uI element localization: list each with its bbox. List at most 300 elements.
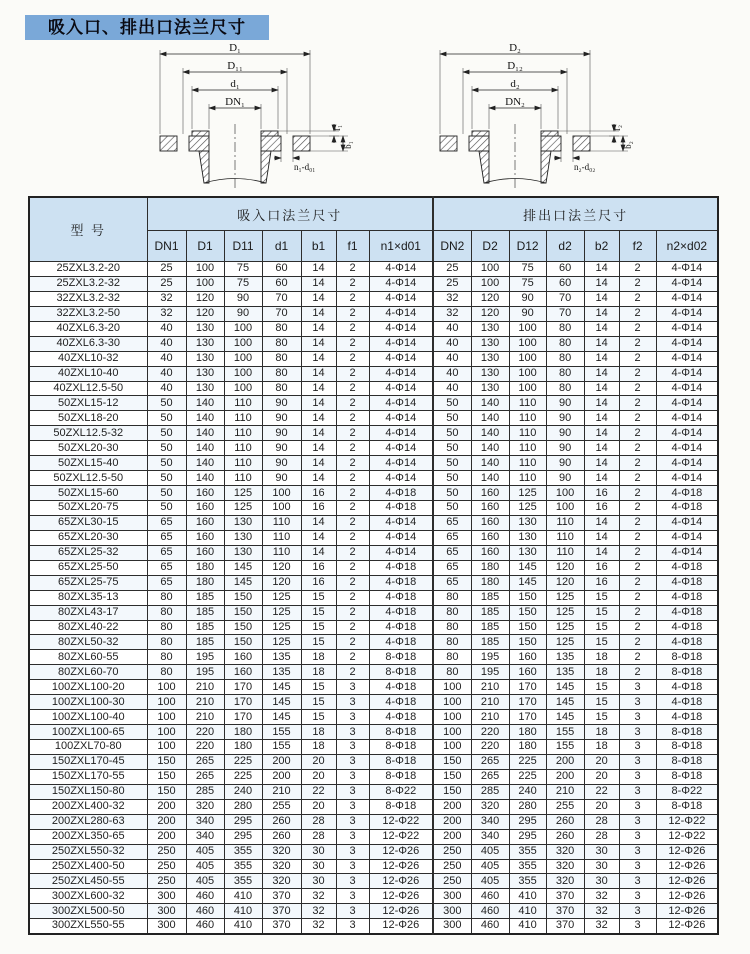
value-cell: 4-Φ14 xyxy=(656,456,718,471)
value-cell: 3 xyxy=(619,680,656,695)
value-cell: 200 xyxy=(147,799,186,814)
value-cell: 2 xyxy=(619,321,656,336)
value-cell: 355 xyxy=(509,859,546,874)
value-cell: 14 xyxy=(301,441,336,456)
model-cell: 50ZXL20-75 xyxy=(29,501,147,516)
value-cell: 460 xyxy=(471,889,509,904)
col-header-d1-small: d1 xyxy=(262,231,301,262)
value-cell: 16 xyxy=(584,486,619,501)
value-cell: 2 xyxy=(336,590,369,605)
value-cell: 320 xyxy=(546,859,584,874)
value-cell: 2 xyxy=(336,575,369,590)
value-cell: 65 xyxy=(433,530,471,545)
value-cell: 2 xyxy=(336,321,369,336)
value-cell: 8-Φ22 xyxy=(369,784,433,799)
table-row xyxy=(29,262,718,277)
value-cell: 140 xyxy=(186,426,224,441)
value-cell: 90 xyxy=(546,411,584,426)
value-cell: 2 xyxy=(619,366,656,381)
value-cell: 80 xyxy=(147,590,186,605)
col-header-d2: D2 xyxy=(471,231,509,262)
value-cell: 140 xyxy=(471,441,509,456)
value-cell: 60 xyxy=(262,262,301,277)
value-cell: 195 xyxy=(186,665,224,680)
value-cell: 14 xyxy=(301,471,336,486)
table-row xyxy=(29,471,718,486)
value-cell: 80 xyxy=(546,366,584,381)
value-cell: 125 xyxy=(546,590,584,605)
model-cell: 40ZXL6.3-30 xyxy=(29,336,147,351)
value-cell: 65 xyxy=(433,560,471,575)
flange-section-drawing-icon xyxy=(423,40,643,190)
value-cell: 32 xyxy=(301,919,336,934)
value-cell: 370 xyxy=(546,919,584,934)
value-cell: 410 xyxy=(224,889,262,904)
value-cell: 30 xyxy=(301,844,336,859)
value-cell: 320 xyxy=(186,799,224,814)
value-cell: 50 xyxy=(147,456,186,471)
value-cell: 4-Φ18 xyxy=(656,590,718,605)
value-cell: 50 xyxy=(147,411,186,426)
value-cell: 90 xyxy=(546,441,584,456)
model-cell: 300ZXL550-55 xyxy=(29,919,147,934)
value-cell: 140 xyxy=(471,396,509,411)
value-cell: 4-Φ14 xyxy=(369,411,433,426)
value-cell: 4-Φ14 xyxy=(369,381,433,396)
value-cell: 14 xyxy=(584,426,619,441)
value-cell: 3 xyxy=(619,754,656,769)
value-cell: 3 xyxy=(619,769,656,784)
value-cell: 80 xyxy=(262,321,301,336)
value-cell: 16 xyxy=(301,501,336,516)
value-cell: 370 xyxy=(262,904,301,919)
value-cell: 210 xyxy=(546,784,584,799)
value-cell: 135 xyxy=(262,665,301,680)
value-cell: 3 xyxy=(336,889,369,904)
value-cell: 90 xyxy=(546,471,584,486)
value-cell: 120 xyxy=(546,575,584,590)
value-cell: 210 xyxy=(186,680,224,695)
value-cell: 2 xyxy=(619,515,656,530)
value-cell: 125 xyxy=(224,486,262,501)
value-cell: 18 xyxy=(584,740,619,755)
value-cell: 14 xyxy=(301,262,336,277)
value-cell: 145 xyxy=(546,695,584,710)
value-cell: 130 xyxy=(186,381,224,396)
value-cell: 4-Φ14 xyxy=(369,336,433,351)
value-cell: 185 xyxy=(471,635,509,650)
page-title: 吸入口、排出口法兰尺寸 xyxy=(25,15,269,40)
value-cell: 60 xyxy=(546,262,584,277)
value-cell: 40 xyxy=(433,351,471,366)
value-cell: 4-Φ18 xyxy=(369,560,433,575)
value-cell: 22 xyxy=(584,784,619,799)
table-row xyxy=(29,680,718,695)
value-cell: 110 xyxy=(546,530,584,545)
col-header-dn1: DN1 xyxy=(147,231,186,262)
value-cell: 285 xyxy=(471,784,509,799)
value-cell: 2 xyxy=(619,336,656,351)
value-cell: 28 xyxy=(301,814,336,829)
value-cell: 25 xyxy=(433,276,471,291)
table-row xyxy=(29,769,718,784)
value-cell: 100 xyxy=(433,740,471,755)
value-cell: 100 xyxy=(433,695,471,710)
value-cell: 80 xyxy=(546,351,584,366)
value-cell: 285 xyxy=(186,784,224,799)
table-row xyxy=(29,411,718,426)
table-row xyxy=(29,814,718,829)
value-cell: 110 xyxy=(224,441,262,456)
model-cell: 50ZXL18-20 xyxy=(29,411,147,426)
value-cell: 80 xyxy=(262,351,301,366)
value-cell: 180 xyxy=(509,725,546,740)
table-row xyxy=(29,291,718,306)
col-header-d1: D1 xyxy=(186,231,224,262)
table-row xyxy=(29,874,718,889)
value-cell: 100 xyxy=(509,336,546,351)
table-row xyxy=(29,575,718,590)
value-cell: 12-Φ26 xyxy=(656,904,718,919)
model-cell: 25ZXL3.2-20 xyxy=(29,262,147,277)
value-cell: 3 xyxy=(336,680,369,695)
value-cell: 12-Φ26 xyxy=(656,859,718,874)
value-cell: 4-Φ18 xyxy=(656,695,718,710)
dim-label-D12: D₁₂ xyxy=(507,60,523,72)
value-cell: 110 xyxy=(546,515,584,530)
value-cell: 340 xyxy=(471,829,509,844)
value-cell: 4-Φ14 xyxy=(369,321,433,336)
value-cell: 12-Φ26 xyxy=(369,904,433,919)
value-cell: 15 xyxy=(301,635,336,650)
value-cell: 25 xyxy=(147,276,186,291)
value-cell: 14 xyxy=(584,441,619,456)
value-cell: 4-Φ14 xyxy=(369,456,433,471)
table-row xyxy=(29,351,718,366)
value-cell: 50 xyxy=(147,441,186,456)
value-cell: 4-Φ18 xyxy=(369,501,433,516)
table-row xyxy=(29,710,718,725)
value-cell: 155 xyxy=(262,740,301,755)
value-cell: 170 xyxy=(509,695,546,710)
discharge-flange-diagram xyxy=(423,40,643,195)
value-cell: 15 xyxy=(301,680,336,695)
value-cell: 25 xyxy=(147,262,186,277)
value-cell: 2 xyxy=(336,426,369,441)
value-cell: 120 xyxy=(262,560,301,575)
dim-label-f1: f₁ xyxy=(332,124,342,132)
value-cell: 90 xyxy=(224,291,262,306)
value-cell: 4-Φ14 xyxy=(656,441,718,456)
value-cell: 2 xyxy=(619,291,656,306)
value-cell: 2 xyxy=(336,650,369,665)
value-cell: 4-Φ14 xyxy=(369,366,433,381)
value-cell: 200 xyxy=(147,829,186,844)
model-cell: 50ZXL12.5-50 xyxy=(29,471,147,486)
value-cell: 225 xyxy=(224,754,262,769)
value-cell: 8-Φ18 xyxy=(656,799,718,814)
value-cell: 2 xyxy=(619,471,656,486)
value-cell: 28 xyxy=(584,829,619,844)
value-cell: 130 xyxy=(224,515,262,530)
value-cell: 100 xyxy=(509,366,546,381)
value-cell: 2 xyxy=(619,665,656,680)
value-cell: 2 xyxy=(619,262,656,277)
value-cell: 3 xyxy=(619,799,656,814)
value-cell: 300 xyxy=(147,919,186,934)
value-cell: 460 xyxy=(186,919,224,934)
value-cell: 100 xyxy=(262,501,301,516)
value-cell: 16 xyxy=(584,575,619,590)
value-cell: 2 xyxy=(619,575,656,590)
value-cell: 280 xyxy=(509,799,546,814)
value-cell: 320 xyxy=(546,874,584,889)
model-cell: 80ZXL60-70 xyxy=(29,665,147,680)
dim-label-D1: D₁ xyxy=(229,42,241,54)
value-cell: 18 xyxy=(584,665,619,680)
value-cell: 3 xyxy=(619,784,656,799)
model-cell: 50ZXL15-60 xyxy=(29,486,147,501)
value-cell: 65 xyxy=(147,575,186,590)
value-cell: 3 xyxy=(336,725,369,740)
value-cell: 50 xyxy=(433,456,471,471)
model-cell: 200ZXL400-32 xyxy=(29,799,147,814)
value-cell: 18 xyxy=(301,650,336,665)
value-cell: 14 xyxy=(584,396,619,411)
value-cell: 300 xyxy=(433,919,471,934)
value-cell: 8-Φ18 xyxy=(369,740,433,755)
value-cell: 4-Φ18 xyxy=(656,635,718,650)
model-cell: 150ZXL170-45 xyxy=(29,754,147,769)
value-cell: 40 xyxy=(433,366,471,381)
model-cell: 100ZXL100-30 xyxy=(29,695,147,710)
value-cell: 250 xyxy=(433,874,471,889)
table-row xyxy=(29,501,718,516)
value-cell: 2 xyxy=(619,486,656,501)
value-cell: 90 xyxy=(262,471,301,486)
value-cell: 100 xyxy=(224,366,262,381)
model-cell: 50ZXL15-12 xyxy=(29,396,147,411)
value-cell: 265 xyxy=(186,754,224,769)
dim-label-D11: D₁₁ xyxy=(227,60,243,72)
value-cell: 130 xyxy=(509,545,546,560)
value-cell: 110 xyxy=(509,441,546,456)
model-cell: 50ZXL12.5-32 xyxy=(29,426,147,441)
table-row xyxy=(29,725,718,740)
table-row xyxy=(29,665,718,680)
value-cell: 50 xyxy=(433,486,471,501)
value-cell: 2 xyxy=(619,456,656,471)
value-cell: 2 xyxy=(336,276,369,291)
model-cell: 150ZXL150-80 xyxy=(29,784,147,799)
value-cell: 4-Φ14 xyxy=(656,396,718,411)
value-cell: 4-Φ18 xyxy=(656,575,718,590)
value-cell: 25 xyxy=(433,262,471,277)
value-cell: 150 xyxy=(509,605,546,620)
value-cell: 110 xyxy=(224,456,262,471)
value-cell: 130 xyxy=(509,530,546,545)
value-cell: 15 xyxy=(301,590,336,605)
table-row xyxy=(29,859,718,874)
value-cell: 3 xyxy=(336,859,369,874)
value-cell: 14 xyxy=(301,456,336,471)
value-cell: 185 xyxy=(471,590,509,605)
value-cell: 110 xyxy=(509,426,546,441)
value-cell: 14 xyxy=(584,530,619,545)
value-cell: 2 xyxy=(619,396,656,411)
value-cell: 160 xyxy=(471,501,509,516)
value-cell: 4-Φ14 xyxy=(369,276,433,291)
value-cell: 260 xyxy=(262,814,301,829)
value-cell: 260 xyxy=(546,829,584,844)
value-cell: 150 xyxy=(224,590,262,605)
value-cell: 60 xyxy=(546,276,584,291)
table-row xyxy=(29,515,718,530)
model-cell: 65ZXL20-30 xyxy=(29,530,147,545)
model-cell: 80ZXL35-13 xyxy=(29,590,147,605)
value-cell: 2 xyxy=(336,262,369,277)
value-cell: 2 xyxy=(336,515,369,530)
value-cell: 15 xyxy=(301,710,336,725)
value-cell: 120 xyxy=(471,291,509,306)
value-cell: 200 xyxy=(546,769,584,784)
value-cell: 3 xyxy=(336,814,369,829)
value-cell: 150 xyxy=(224,635,262,650)
value-cell: 2 xyxy=(336,560,369,575)
value-cell: 110 xyxy=(509,411,546,426)
value-cell: 14 xyxy=(584,291,619,306)
value-cell: 210 xyxy=(186,695,224,710)
value-cell: 50 xyxy=(147,471,186,486)
value-cell: 2 xyxy=(336,441,369,456)
dim-label-b1: b₁ xyxy=(343,141,353,149)
value-cell: 28 xyxy=(584,814,619,829)
value-cell: 250 xyxy=(147,844,186,859)
value-cell: 170 xyxy=(509,710,546,725)
value-cell: 4-Φ14 xyxy=(369,515,433,530)
value-cell: 75 xyxy=(224,276,262,291)
value-cell: 150 xyxy=(433,784,471,799)
value-cell: 145 xyxy=(262,710,301,725)
value-cell: 40 xyxy=(147,381,186,396)
value-cell: 4-Φ18 xyxy=(656,605,718,620)
model-cell: 200ZXL350-65 xyxy=(29,829,147,844)
value-cell: 140 xyxy=(186,441,224,456)
value-cell: 130 xyxy=(471,321,509,336)
value-cell: 18 xyxy=(584,725,619,740)
model-cell: 200ZXL280-63 xyxy=(29,814,147,829)
value-cell: 2 xyxy=(336,411,369,426)
value-cell: 30 xyxy=(584,859,619,874)
value-cell: 260 xyxy=(262,829,301,844)
value-cell: 32 xyxy=(301,889,336,904)
table-row xyxy=(29,366,718,381)
value-cell: 145 xyxy=(509,575,546,590)
value-cell: 155 xyxy=(546,740,584,755)
value-cell: 12-Φ22 xyxy=(656,829,718,844)
col-header-d11: D11 xyxy=(224,231,262,262)
value-cell: 40 xyxy=(433,336,471,351)
value-cell: 130 xyxy=(471,366,509,381)
value-cell: 4-Φ14 xyxy=(369,426,433,441)
value-cell: 20 xyxy=(301,769,336,784)
value-cell: 460 xyxy=(186,904,224,919)
value-cell: 135 xyxy=(262,650,301,665)
value-cell: 110 xyxy=(509,456,546,471)
value-cell: 405 xyxy=(471,874,509,889)
value-cell: 90 xyxy=(546,396,584,411)
value-cell: 185 xyxy=(471,620,509,635)
value-cell: 255 xyxy=(262,799,301,814)
value-cell: 320 xyxy=(262,859,301,874)
value-cell: 110 xyxy=(224,396,262,411)
value-cell: 200 xyxy=(433,799,471,814)
model-cell: 80ZXL50-32 xyxy=(29,635,147,650)
value-cell: 145 xyxy=(262,680,301,695)
table-row xyxy=(29,919,718,934)
value-cell: 110 xyxy=(509,396,546,411)
value-cell: 170 xyxy=(509,680,546,695)
value-cell: 4-Φ14 xyxy=(369,262,433,277)
value-cell: 355 xyxy=(224,844,262,859)
value-cell: 180 xyxy=(471,575,509,590)
value-cell: 40 xyxy=(147,321,186,336)
value-cell: 120 xyxy=(262,575,301,590)
value-cell: 14 xyxy=(301,291,336,306)
value-cell: 14 xyxy=(301,336,336,351)
value-cell: 410 xyxy=(509,919,546,934)
col-header-d12: D12 xyxy=(509,231,546,262)
value-cell: 150 xyxy=(433,754,471,769)
value-cell: 80 xyxy=(433,665,471,680)
value-cell: 210 xyxy=(471,695,509,710)
value-cell: 150 xyxy=(433,769,471,784)
table-row xyxy=(29,336,718,351)
table-row xyxy=(29,321,718,336)
value-cell: 3 xyxy=(619,710,656,725)
value-cell: 16 xyxy=(584,560,619,575)
model-cell: 100ZXL70-80 xyxy=(29,740,147,755)
value-cell: 70 xyxy=(546,291,584,306)
value-cell: 12-Φ26 xyxy=(369,874,433,889)
value-cell: 110 xyxy=(224,411,262,426)
value-cell: 40 xyxy=(433,321,471,336)
value-cell: 140 xyxy=(471,456,509,471)
table-row xyxy=(29,381,718,396)
value-cell: 30 xyxy=(584,844,619,859)
value-cell: 2 xyxy=(336,396,369,411)
value-cell: 160 xyxy=(471,486,509,501)
value-cell: 130 xyxy=(186,351,224,366)
model-cell: 80ZXL40-22 xyxy=(29,620,147,635)
value-cell: 4-Φ18 xyxy=(369,680,433,695)
discharge-group-header: 排出口法兰尺寸 xyxy=(433,197,718,231)
value-cell: 2 xyxy=(619,620,656,635)
value-cell: 130 xyxy=(186,336,224,351)
value-cell: 110 xyxy=(262,515,301,530)
table-row xyxy=(29,545,718,560)
value-cell: 220 xyxy=(186,725,224,740)
value-cell: 2 xyxy=(336,306,369,321)
value-cell: 240 xyxy=(224,784,262,799)
value-cell: 180 xyxy=(224,725,262,740)
value-cell: 40 xyxy=(147,351,186,366)
value-cell: 8-Φ18 xyxy=(656,769,718,784)
value-cell: 4-Φ14 xyxy=(656,515,718,530)
value-cell: 130 xyxy=(224,545,262,560)
value-cell: 405 xyxy=(186,874,224,889)
model-cell: 40ZXL12.5-50 xyxy=(29,381,147,396)
